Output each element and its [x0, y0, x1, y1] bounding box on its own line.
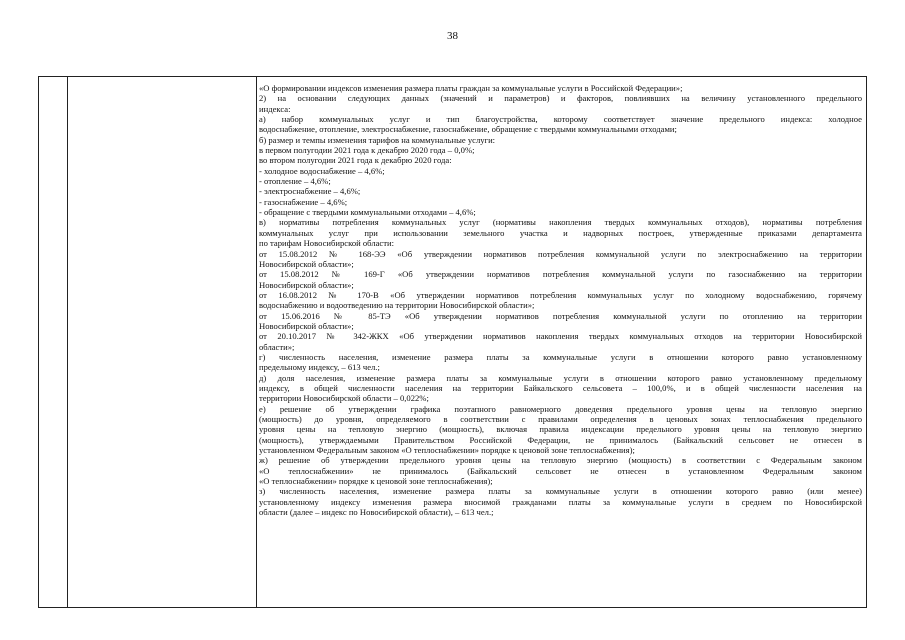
text-line: е) решение об утверждении графика поэтапного равномерного доведения предельного уровня цены на тепловую энергию — [259, 403, 862, 414]
text-line: в) нормативы потребления коммунальных услуг (нормативы накопления твердых коммунальных отходов), нормативы потребления — [259, 217, 862, 228]
text-line: области»; — [259, 341, 295, 352]
text-line: д) доля населения, изменение размера платы за коммунальные услуги в отношении которого равно установленному предельному — [259, 372, 862, 383]
text-line: коммунальных услуг при использовании земельного участка и надворных построек, утвержденные приказами департамента — [259, 227, 862, 238]
text-line: водоснабжение, отопление, электроснабжение, газоснабжение, обращение с твердыми коммунальными отходами; — [259, 124, 677, 135]
text-line: Новосибирской области»; — [259, 320, 354, 331]
text-line: области (далее – индекс по Новосибирской области), – 613 чел.; — [259, 507, 494, 518]
text-line: «О теплоснабжении» порядке к ценовой зоне теплоснабжения); — [259, 476, 493, 487]
text-line: з) численность населения, изменение размера платы за коммунальные услуги в отношении которого равно (или менее) — [259, 486, 862, 497]
text-line: Новосибирской области»; — [259, 279, 354, 290]
page-number: 38 — [447, 30, 458, 42]
document-table — [38, 76, 867, 608]
text-line: «О формировании индексов изменения размера платы граждан за коммунальные услуги в Российской Федерации»; — [259, 83, 683, 93]
column-divider-1 — [67, 77, 68, 607]
text-line: от 15.06.2016 № 85-ТЭ «Об утверждении нормативов потребления коммунальной услуги по отоплению на территории — [259, 310, 862, 321]
text-line: - электроснабжение – 4,6%; — [259, 186, 361, 197]
text-line: 2) на основании следующих данных (значений и параметров) и факторов, повлиявших на величину установленного предельного — [259, 93, 862, 104]
column-divider-2 — [256, 77, 257, 607]
text-line: в первом полугодии 2021 года к декабрю 2020 года – 0,0%; — [259, 145, 475, 156]
text-line: (мощность), утверждаемыми Правительством Российской Федерации, не принималось (Байкальский сельсовет не отнесен в — [259, 434, 862, 445]
text-line: б) размер и темпы изменения тарифов на коммунальные услуги: — [259, 134, 496, 145]
text-line: - холодное водоснабжение – 4,6%; — [259, 165, 385, 176]
text-line: - газоснабжение – 4,6%; — [259, 196, 348, 207]
text-line: водоснабжению и водоотведению на территории Новосибирской области»; — [259, 300, 535, 311]
text-line: - обращение с твердыми коммунальными отходами – 4,6%; — [259, 207, 476, 218]
text-line: по тарифам Новосибирской области: — [259, 238, 394, 249]
text-line: «О теплоснабжении» не принималось (Байкальский сельсовет не отнесен в установленном Федеральным законом — [259, 465, 862, 476]
text-line: Новосибирской области»; — [259, 258, 354, 269]
text-line: от 16.08.2012 № 170-В «Об утверждении нормативов потребления коммунальных услуг по холодному водоснабжению, горячему — [259, 289, 862, 300]
text-line: установленном Федеральным законом «О теплоснабжении» порядке к ценовой зоне теплоснабжения); — [259, 445, 635, 456]
text-line: а) набор коммунальных услуг и тип благоустройства, которому соответствует значение предельного индекса: холодное — [259, 114, 862, 125]
text-line: индекса: — [259, 103, 291, 114]
text-line: от 15.08.2012 № 168-ЭЭ «Об утверждении нормативов потребления коммунальной услуги по электроснабжению на территории — [259, 248, 862, 259]
text-line: уровня цены на тепловую энергию (мощность), включая правила индексации предельного уровня цены на тепловую энергию — [259, 424, 862, 435]
text-line: (мощность) до уровня, определяемого в соответствии с правилами определения в ценовых зонах теплоснабжения предельного — [259, 414, 862, 424]
text-line: - отопление – 4,6%; — [259, 176, 331, 187]
text-line: территории Новосибирской области – 0,022%; — [259, 393, 429, 404]
content-cell — [259, 83, 862, 517]
text-line: индексу, в общей численности населения на территории Байкальского сельсовета – 100,0%, и в общей численности населения на — [259, 382, 862, 393]
text-line: предельному индексу, – 613 чел.; — [259, 362, 380, 373]
text-line: от 15.08.2012 № 169-Г «Об утверждении нормативов потребления коммунальной услуги по газоснабжению на территории — [259, 269, 862, 280]
text-line: от 20.10.2017 № 342-ЖКХ «Об утверждении нормативов накопления твердых коммунальных отходов на территории Новосибирской — [259, 331, 862, 342]
text-line: ж) решение об утверждении предельного уровня цены на тепловую энергию (мощность) в соответствии с Федеральным законом — [259, 455, 862, 466]
text-line: установленному индексу изменения размера вносимой гражданами платы за коммунальные услуги в среднем по Новосибирской — [259, 496, 862, 507]
text-line: во втором полугодии 2021 года к декабрю 2020 года: — [259, 155, 452, 166]
text-line: г) численность населения, изменение размера платы за коммунальные услуги в отношении которого равно установленному — [259, 351, 862, 362]
